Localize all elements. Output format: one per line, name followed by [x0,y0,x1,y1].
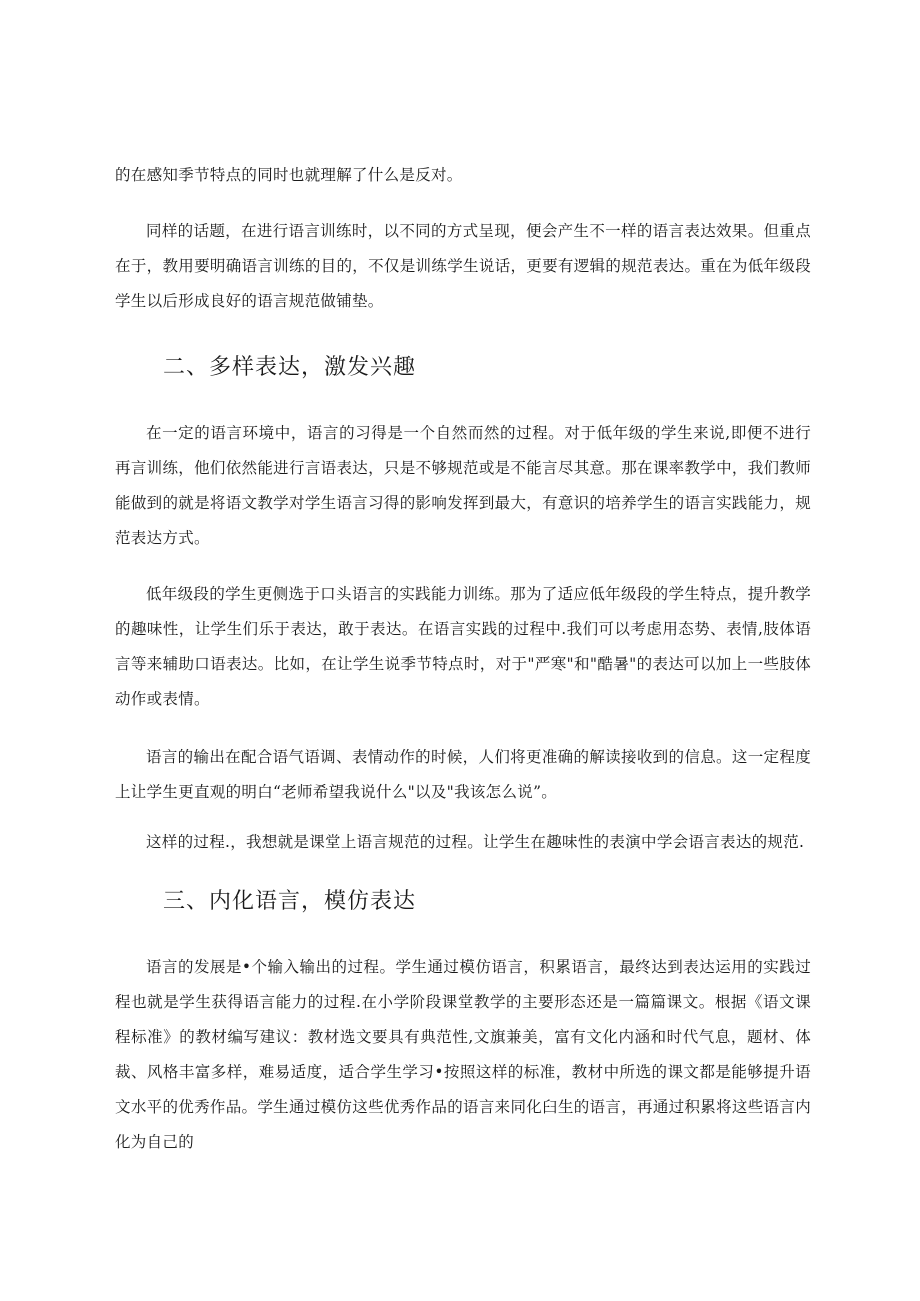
paragraph-low-grade: 低年级段的学生更侧选于口头语言的实践能力训练。那为了适应低年级段的学生特点，提升教学的趣味性，让学生们乐于表达，敢于表达。在语言实践的过程中.我们可以考虑用态势、表情,肢体语言等来辅助口语表达。比如，在让学生说季节特点时，对于"严寒"和"酷暑"的表达可以加上一些肢体动作或表情。 [115,585,811,708]
paragraph-continuation: 的在感知季节特点的同时也就理解了什么是反对。 [115,166,463,184]
section-heading-2: 二、多样表达，激发兴趣 [163,355,417,380]
paragraph-output: 语言的输出在配合语气语调、表情动作的时候，人们将更准确的解读接收到的信息。这一定程度上让学生更直观的明白“老师希望我说什么"以及"我该怎么说”。 [115,748,811,801]
section-heading-3: 三、内化语言，模仿表达 [163,889,417,914]
paragraph-same-topic: 同样的话题，在进行语言训练时，以不同的方式呈现，便会产生不一样的语言表达效果。但重点在于，教用要明确语言训练的目的，不仅是训练学生说话，更要有逻辑的规范表达。重在为低年级段学生以后形成良好的语言规范做铺垫。 [115,222,811,310]
paragraph-development: 语言的发展是•个输入输出的过程。学生通过模仿语言，积累语言，最终达到表达运用的实践过程也就是学生获得语言能力的过程.在小学阶段课堂教学的主要形态还是一篇篇课文。根据《语文课程标准》的教材编写建议：教材选文要具有典范性,文旗兼美，富有文化内涵和时代气息，题材、体裁、风格丰富多样，难易适度，适合学生学习•按照这样的标准，教材中所选的课文都是能够提升语文水平的优秀作品。学生通过模仿这些优秀作品的语言来同化臼生的语言，再通过积累将这些语言内化为自己的 [115,958,811,1151]
paragraph-environment: 在一定的语言环境中，语言的习得是一个自然而然的过程。对于低年级的学生来说,即便不进行再言训练，他们依然能进行言语表达，只是不够规范或是不能言尽其意。那在课率教学中，我们教师能做到的就是将语文教学对学生语言习得的影响发挥到最大，有意识的培养学生的语言实践能力，规范表达方式。 [115,424,811,547]
paragraph-process: 这样的过程.，我想就是课堂上语言规范的过程。让学生在趣味性的表演中学会语言表达的规范. [146,833,805,851]
